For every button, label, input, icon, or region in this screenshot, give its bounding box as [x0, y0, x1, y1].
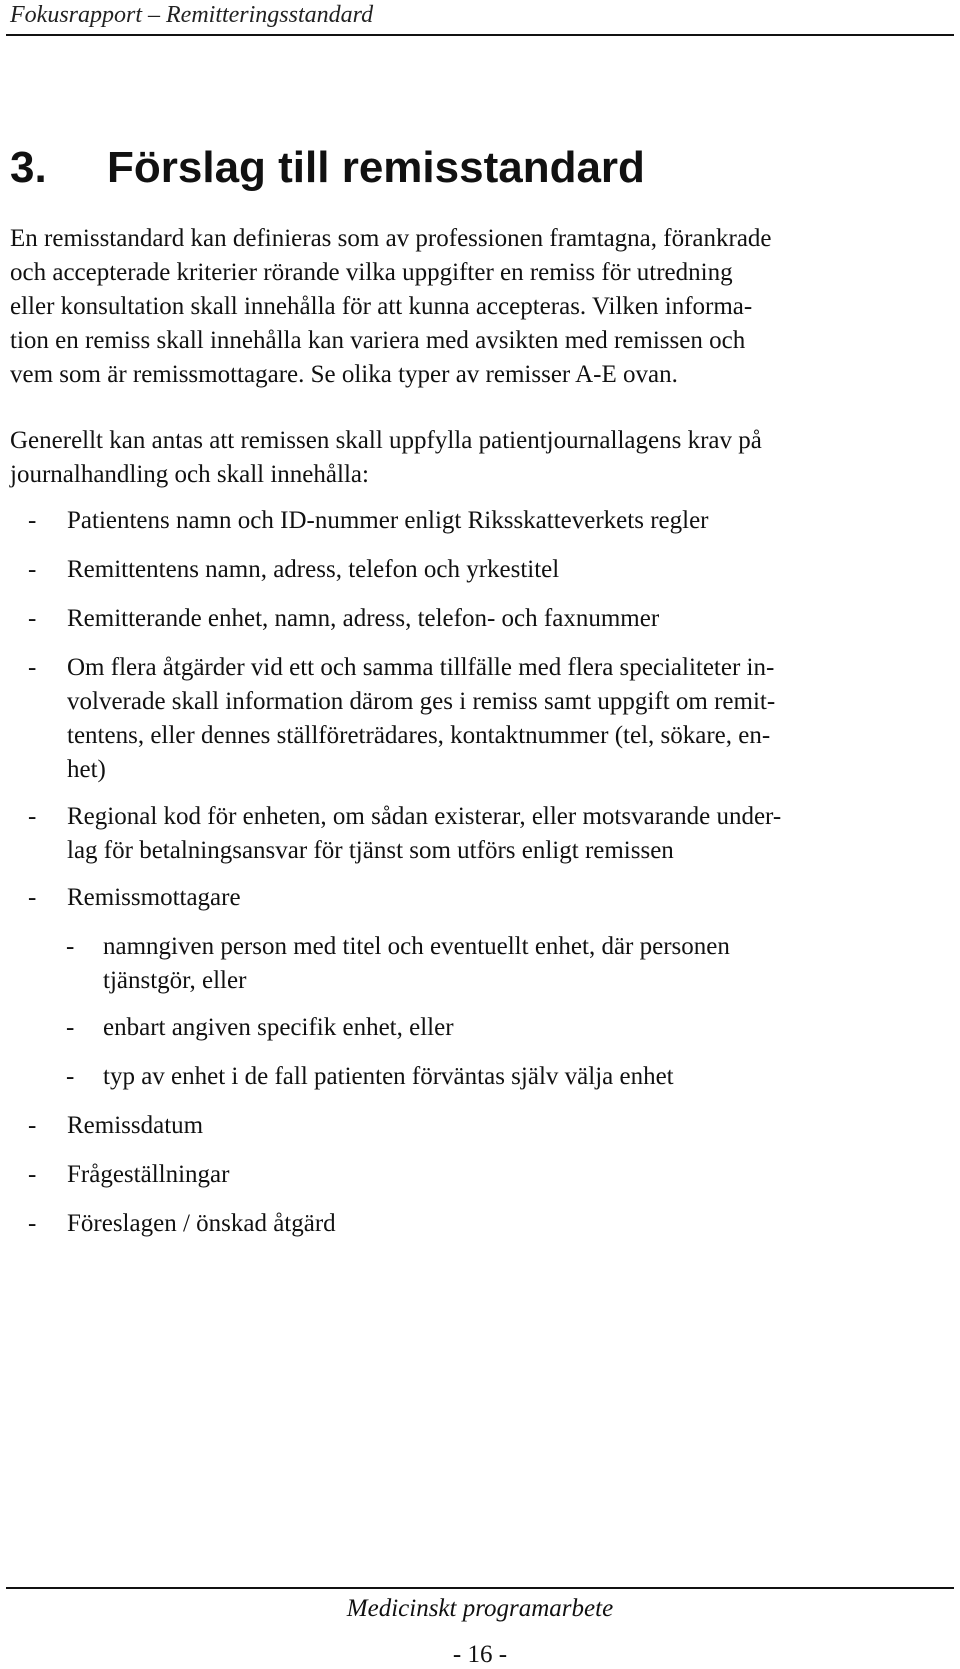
list-dash: - [28, 556, 37, 583]
paragraph-line: tion en remiss skall innehålla kan variera med avsikten med remissen och [10, 327, 746, 354]
list-dash: - [28, 1210, 37, 1237]
running-header: Fokusrapport – Remitteringsstandard [10, 2, 374, 28]
list-dash: - [28, 803, 37, 830]
list-item: Föreslagen / önskad åtgärd [67, 1210, 336, 1237]
paragraph-line: eller konsultation skall innehålla för att kunna accepteras. Vilken informa- [10, 293, 753, 320]
list-item-continuation: volverade skall information därom ges i remiss samt uppgift om remit- [67, 688, 776, 715]
list-item: Frågeställningar [67, 1161, 230, 1188]
paragraph-line: och accepterade kriterier rörande vilka uppgifter en remiss för utredning [10, 259, 733, 286]
list-dash: - [28, 1112, 37, 1139]
list-item-continuation: tentens, eller dennes ställföreträdares, kontaktnummer (tel, sökare, en- [67, 722, 771, 749]
sublist-item: enbart angiven specifik enhet, eller [103, 1014, 454, 1041]
paragraph-line: En remisstandard kan definieras som av professionen framtagna, förankrade [10, 225, 772, 252]
list-item-continuation: het) [67, 756, 106, 783]
sublist-item: namngiven person med titel och eventuellt enhet, där personen [103, 933, 730, 960]
list-dash: - [28, 605, 37, 632]
sublist-dash: - [66, 933, 75, 960]
sublist-dash: - [66, 1063, 75, 1090]
list-dash: - [28, 1161, 37, 1188]
list-item: Remissmottagare [67, 884, 241, 911]
list-item: Remissdatum [67, 1112, 204, 1139]
list-item: Om flera åtgärder vid ett och samma tillfälle med flera specialiteter in- [67, 654, 775, 681]
paragraph-line: Generellt kan antas att remissen skall uppfylla patientjournallagens krav på [10, 427, 762, 454]
list-item-continuation: lag för betalningsansvar för tjänst som utförs enligt remissen [67, 837, 674, 864]
list-dash: - [28, 884, 37, 911]
paragraph-line: vem som är remissmottagare. Se olika typer av remisser A-E ovan. [10, 361, 678, 388]
sublist-dash: - [66, 1014, 75, 1041]
sublist-item: typ av enhet i de fall patienten förväntas själv välja enhet [103, 1063, 674, 1090]
list-item: Remittentens namn, adress, telefon och yrkestitel [67, 556, 560, 583]
page-number: - 16 - [452, 1641, 508, 1668]
paragraph-line: journalhandling och skall innehålla: [10, 461, 369, 488]
footer-rule [6, 1587, 954, 1589]
list-dash: - [28, 507, 37, 534]
list-item: Patientens namn och ID-nummer enligt Riksskatteverkets regler [67, 507, 709, 534]
running-footer: Medicinskt programarbete [346, 1595, 614, 1622]
list-item: Remitterande enhet, namn, adress, telefon- och faxnummer [67, 605, 660, 632]
list-dash: - [28, 654, 37, 681]
chapter-number: 3. [10, 143, 47, 192]
sublist-item-continuation: tjänstgör, eller [103, 967, 247, 994]
list-item: Regional kod för enheten, om sådan existerar, eller motsvarande under- [67, 803, 782, 830]
chapter-title: Förslag till remisstandard [107, 143, 645, 192]
